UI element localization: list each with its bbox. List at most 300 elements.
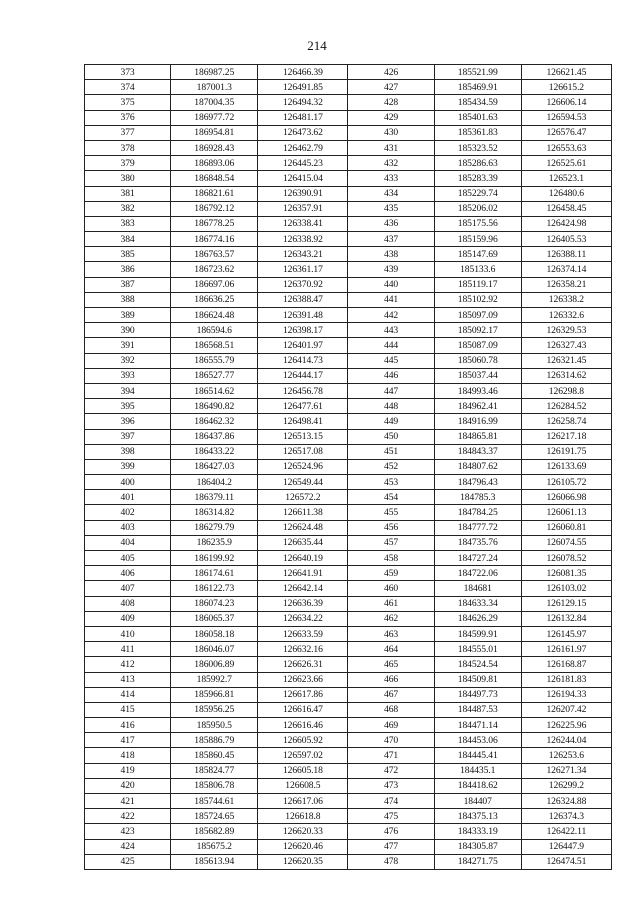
right-y-coordinate-cell: 126060.81 (521, 520, 611, 535)
right-y-coordinate-cell: 126284.52 (521, 399, 611, 414)
left-y-coordinate-cell: 126572.2 (258, 490, 348, 505)
left-y-coordinate-cell: 126466.39 (258, 65, 348, 80)
table-row (85, 854, 612, 869)
right-y-coordinate-cell: 126405.53 (521, 232, 611, 247)
left-point-number-cell: 400 (85, 475, 171, 490)
table-row (85, 642, 612, 657)
right-x-coordinate-cell: 185175.56 (434, 216, 521, 231)
right-point-number-cell: 475 (348, 809, 434, 824)
left-point-number-cell: 387 (85, 277, 171, 292)
left-point-number-cell: 413 (85, 672, 171, 687)
right-y-coordinate-cell: 126338.2 (521, 292, 611, 307)
right-y-coordinate-cell: 126388.11 (521, 247, 611, 262)
left-x-coordinate-cell: 186046.07 (171, 642, 258, 657)
table-row (85, 702, 612, 717)
table-row (85, 611, 612, 626)
left-x-coordinate-cell: 186636.25 (171, 292, 258, 307)
left-point-number-cell: 421 (85, 794, 171, 809)
right-point-number-cell: 474 (348, 794, 434, 809)
left-x-coordinate-cell: 185744.61 (171, 794, 258, 809)
right-y-coordinate-cell: 126191.75 (521, 444, 611, 459)
table-row (85, 596, 612, 611)
left-x-coordinate-cell: 186697.06 (171, 277, 258, 292)
left-y-coordinate-cell: 126605.92 (258, 733, 348, 748)
right-x-coordinate-cell: 184633.34 (434, 596, 521, 611)
right-x-coordinate-cell: 185087.09 (434, 338, 521, 353)
left-y-coordinate-cell: 126473.62 (258, 125, 348, 140)
table-row (85, 839, 612, 854)
table-row (85, 718, 612, 733)
left-y-coordinate-cell: 126343.21 (258, 247, 348, 262)
table-row (85, 748, 612, 763)
left-y-coordinate-cell: 126634.22 (258, 611, 348, 626)
table-row (85, 140, 612, 155)
left-x-coordinate-cell: 186928.43 (171, 140, 258, 155)
right-x-coordinate-cell: 184375.13 (434, 809, 521, 824)
right-y-coordinate-cell: 126225.96 (521, 718, 611, 733)
table-row (85, 475, 612, 490)
left-point-number-cell: 380 (85, 171, 171, 186)
right-x-coordinate-cell: 184524.54 (434, 657, 521, 672)
table-row (85, 262, 612, 277)
right-point-number-cell: 434 (348, 186, 434, 201)
right-y-coordinate-cell: 126523.1 (521, 171, 611, 186)
left-point-number-cell: 412 (85, 657, 171, 672)
right-x-coordinate-cell: 185092.17 (434, 323, 521, 338)
left-x-coordinate-cell: 186065.37 (171, 611, 258, 626)
right-y-coordinate-cell: 126458.45 (521, 201, 611, 216)
left-x-coordinate-cell: 186848.54 (171, 171, 258, 186)
left-y-coordinate-cell: 126618.8 (258, 809, 348, 824)
left-point-number-cell: 388 (85, 292, 171, 307)
table-row (85, 65, 612, 80)
right-y-coordinate-cell: 126258.74 (521, 414, 611, 429)
table-row (85, 308, 612, 323)
left-x-coordinate-cell: 185682.89 (171, 824, 258, 839)
right-x-coordinate-cell: 184333.19 (434, 824, 521, 839)
left-x-coordinate-cell: 185675.2 (171, 839, 258, 854)
table-row (85, 368, 612, 383)
right-y-coordinate-cell: 126447.9 (521, 839, 611, 854)
right-point-number-cell: 426 (348, 65, 434, 80)
right-point-number-cell: 448 (348, 399, 434, 414)
table-row (85, 232, 612, 247)
left-point-number-cell: 386 (85, 262, 171, 277)
left-point-number-cell: 382 (85, 201, 171, 216)
right-y-coordinate-cell: 126621.45 (521, 65, 611, 80)
right-x-coordinate-cell: 184807.62 (434, 459, 521, 474)
right-y-coordinate-cell: 126553.63 (521, 140, 611, 155)
right-y-coordinate-cell: 126298.8 (521, 383, 611, 398)
right-y-coordinate-cell: 126217.18 (521, 429, 611, 444)
table-row (85, 323, 612, 338)
left-x-coordinate-cell: 186977.72 (171, 110, 258, 125)
left-y-coordinate-cell: 126491.85 (258, 80, 348, 95)
left-y-coordinate-cell: 126361.17 (258, 262, 348, 277)
right-point-number-cell: 466 (348, 672, 434, 687)
left-point-number-cell: 409 (85, 611, 171, 626)
left-x-coordinate-cell: 186235.9 (171, 535, 258, 550)
left-point-number-cell: 381 (85, 186, 171, 201)
right-point-number-cell: 463 (348, 626, 434, 641)
table-row (85, 535, 612, 550)
right-y-coordinate-cell: 126271.34 (521, 763, 611, 778)
left-y-coordinate-cell: 126611.38 (258, 505, 348, 520)
right-y-coordinate-cell: 126474.51 (521, 854, 611, 869)
left-point-number-cell: 393 (85, 368, 171, 383)
left-y-coordinate-cell: 126608.5 (258, 778, 348, 793)
right-x-coordinate-cell: 184599.91 (434, 626, 521, 641)
right-point-number-cell: 476 (348, 824, 434, 839)
right-y-coordinate-cell: 126133.69 (521, 459, 611, 474)
left-x-coordinate-cell: 186624.48 (171, 308, 258, 323)
left-point-number-cell: 406 (85, 566, 171, 581)
left-point-number-cell: 423 (85, 824, 171, 839)
right-point-number-cell: 454 (348, 490, 434, 505)
left-point-number-cell: 419 (85, 763, 171, 778)
left-y-coordinate-cell: 126635.44 (258, 535, 348, 550)
left-point-number-cell: 392 (85, 353, 171, 368)
left-x-coordinate-cell: 186433.22 (171, 444, 258, 459)
left-y-coordinate-cell: 126524.96 (258, 459, 348, 474)
table-row (85, 687, 612, 702)
left-x-coordinate-cell: 186314.82 (171, 505, 258, 520)
left-y-coordinate-cell: 126620.46 (258, 839, 348, 854)
right-x-coordinate-cell: 184555.01 (434, 642, 521, 657)
right-y-coordinate-cell: 126081.35 (521, 566, 611, 581)
left-y-coordinate-cell: 126456.78 (258, 383, 348, 398)
right-y-coordinate-cell: 126194.33 (521, 687, 611, 702)
right-point-number-cell: 432 (348, 156, 434, 171)
right-point-number-cell: 437 (348, 232, 434, 247)
table-row (85, 292, 612, 307)
left-x-coordinate-cell: 187004.35 (171, 95, 258, 110)
right-x-coordinate-cell: 185119.17 (434, 277, 521, 292)
right-point-number-cell: 470 (348, 733, 434, 748)
table-row (85, 733, 612, 748)
right-x-coordinate-cell: 185361.83 (434, 125, 521, 140)
right-point-number-cell: 430 (348, 125, 434, 140)
left-y-coordinate-cell: 126549.44 (258, 475, 348, 490)
right-y-coordinate-cell: 126480.6 (521, 186, 611, 201)
right-point-number-cell: 442 (348, 308, 434, 323)
right-x-coordinate-cell: 185133.6 (434, 262, 521, 277)
right-x-coordinate-cell: 184445.41 (434, 748, 521, 763)
left-y-coordinate-cell: 126517.08 (258, 444, 348, 459)
left-y-coordinate-cell: 126597.02 (258, 748, 348, 763)
table-row (85, 414, 612, 429)
right-point-number-cell: 469 (348, 718, 434, 733)
left-y-coordinate-cell: 126398.17 (258, 323, 348, 338)
right-y-coordinate-cell: 126132.84 (521, 611, 611, 626)
left-point-number-cell: 401 (85, 490, 171, 505)
right-x-coordinate-cell: 184497.73 (434, 687, 521, 702)
right-y-coordinate-cell: 126181.83 (521, 672, 611, 687)
right-y-coordinate-cell: 126105.72 (521, 475, 611, 490)
table-row (85, 809, 612, 824)
table-row (85, 581, 612, 596)
left-point-number-cell: 377 (85, 125, 171, 140)
left-y-coordinate-cell: 126414.73 (258, 353, 348, 368)
left-x-coordinate-cell: 186594.6 (171, 323, 258, 338)
right-y-coordinate-cell: 126066.98 (521, 490, 611, 505)
left-y-coordinate-cell: 126626.31 (258, 657, 348, 672)
left-y-coordinate-cell: 126498.41 (258, 414, 348, 429)
table-row (85, 672, 612, 687)
left-point-number-cell: 415 (85, 702, 171, 717)
left-x-coordinate-cell: 186792.12 (171, 201, 258, 216)
left-point-number-cell: 396 (85, 414, 171, 429)
left-y-coordinate-cell: 126616.47 (258, 702, 348, 717)
right-x-coordinate-cell: 184453.06 (434, 733, 521, 748)
left-x-coordinate-cell: 186462.32 (171, 414, 258, 429)
right-x-coordinate-cell: 184962.41 (434, 399, 521, 414)
right-x-coordinate-cell: 184487.53 (434, 702, 521, 717)
left-y-coordinate-cell: 126444.17 (258, 368, 348, 383)
right-y-coordinate-cell: 126074.55 (521, 535, 611, 550)
left-point-number-cell: 384 (85, 232, 171, 247)
left-y-coordinate-cell: 126617.06 (258, 794, 348, 809)
left-x-coordinate-cell: 186568.51 (171, 338, 258, 353)
right-x-coordinate-cell: 184681 (434, 581, 521, 596)
left-point-number-cell: 418 (85, 748, 171, 763)
left-point-number-cell: 379 (85, 156, 171, 171)
left-y-coordinate-cell: 126620.35 (258, 854, 348, 869)
right-x-coordinate-cell: 185283.39 (434, 171, 521, 186)
right-y-coordinate-cell: 126324.88 (521, 794, 611, 809)
right-y-coordinate-cell: 126329.53 (521, 323, 611, 338)
table-row (85, 80, 612, 95)
right-point-number-cell: 462 (348, 611, 434, 626)
left-point-number-cell: 374 (85, 80, 171, 95)
right-x-coordinate-cell: 185434.59 (434, 95, 521, 110)
right-x-coordinate-cell: 184509.81 (434, 672, 521, 687)
right-point-number-cell: 453 (348, 475, 434, 490)
right-point-number-cell: 473 (348, 778, 434, 793)
right-point-number-cell: 458 (348, 551, 434, 566)
right-x-coordinate-cell: 184993.46 (434, 383, 521, 398)
left-point-number-cell: 373 (85, 65, 171, 80)
left-point-number-cell: 424 (85, 839, 171, 854)
left-x-coordinate-cell: 185956.25 (171, 702, 258, 717)
left-x-coordinate-cell: 186074.23 (171, 596, 258, 611)
table-row (85, 490, 612, 505)
left-y-coordinate-cell: 126391.48 (258, 308, 348, 323)
left-y-coordinate-cell: 126415.04 (258, 171, 348, 186)
left-x-coordinate-cell: 186723.62 (171, 262, 258, 277)
left-x-coordinate-cell: 186821.61 (171, 186, 258, 201)
left-point-number-cell: 383 (85, 216, 171, 231)
left-y-coordinate-cell: 126477.61 (258, 399, 348, 414)
left-x-coordinate-cell: 186174.61 (171, 566, 258, 581)
left-y-coordinate-cell: 126636.39 (258, 596, 348, 611)
left-x-coordinate-cell: 185824.77 (171, 763, 258, 778)
left-x-coordinate-cell: 186987.25 (171, 65, 258, 80)
left-y-coordinate-cell: 126617.86 (258, 687, 348, 702)
left-y-coordinate-cell: 126513.15 (258, 429, 348, 444)
table-row (85, 778, 612, 793)
left-x-coordinate-cell: 186954.81 (171, 125, 258, 140)
coordinates-table (84, 64, 612, 870)
left-point-number-cell: 398 (85, 444, 171, 459)
right-x-coordinate-cell: 185521.99 (434, 65, 521, 80)
right-y-coordinate-cell: 126358.21 (521, 277, 611, 292)
left-y-coordinate-cell: 126641.91 (258, 566, 348, 581)
left-x-coordinate-cell: 185966.81 (171, 687, 258, 702)
left-x-coordinate-cell: 185724.65 (171, 809, 258, 824)
table-row (85, 110, 612, 125)
table-row (85, 247, 612, 262)
left-y-coordinate-cell: 126620.33 (258, 824, 348, 839)
left-x-coordinate-cell: 185806.78 (171, 778, 258, 793)
right-x-coordinate-cell: 185037.44 (434, 368, 521, 383)
table-row (85, 459, 612, 474)
coordinates-table-body (85, 65, 612, 870)
table-row (85, 171, 612, 186)
right-x-coordinate-cell: 185159.96 (434, 232, 521, 247)
left-x-coordinate-cell: 186427.03 (171, 459, 258, 474)
left-y-coordinate-cell: 126401.97 (258, 338, 348, 353)
left-y-coordinate-cell: 126462.79 (258, 140, 348, 155)
right-point-number-cell: 438 (348, 247, 434, 262)
right-point-number-cell: 431 (348, 140, 434, 155)
table-row (85, 794, 612, 809)
left-point-number-cell: 411 (85, 642, 171, 657)
left-y-coordinate-cell: 126642.14 (258, 581, 348, 596)
right-point-number-cell: 451 (348, 444, 434, 459)
table-row (85, 505, 612, 520)
table-row (85, 277, 612, 292)
table-row (85, 444, 612, 459)
right-y-coordinate-cell: 126168.87 (521, 657, 611, 672)
left-y-coordinate-cell: 126445.23 (258, 156, 348, 171)
right-x-coordinate-cell: 184305.87 (434, 839, 521, 854)
left-y-coordinate-cell: 126640.19 (258, 551, 348, 566)
right-y-coordinate-cell: 126145.97 (521, 626, 611, 641)
left-y-coordinate-cell: 126481.17 (258, 110, 348, 125)
table-row (85, 566, 612, 581)
table-row (85, 156, 612, 171)
left-x-coordinate-cell: 186514.62 (171, 383, 258, 398)
right-point-number-cell: 465 (348, 657, 434, 672)
table-row (85, 201, 612, 216)
left-x-coordinate-cell: 185613.94 (171, 854, 258, 869)
table-row (85, 520, 612, 535)
right-point-number-cell: 467 (348, 687, 434, 702)
left-x-coordinate-cell: 186555.79 (171, 353, 258, 368)
right-y-coordinate-cell: 126525.61 (521, 156, 611, 171)
right-y-coordinate-cell: 126129.15 (521, 596, 611, 611)
right-point-number-cell: 449 (348, 414, 434, 429)
left-point-number-cell: 390 (85, 323, 171, 338)
right-point-number-cell: 433 (348, 171, 434, 186)
left-y-coordinate-cell: 126338.92 (258, 232, 348, 247)
right-x-coordinate-cell: 184435.1 (434, 763, 521, 778)
table-row (85, 338, 612, 353)
table-row (85, 626, 612, 641)
right-y-coordinate-cell: 126299.2 (521, 778, 611, 793)
page-number: 214 (307, 38, 327, 53)
left-x-coordinate-cell: 186199.92 (171, 551, 258, 566)
right-y-coordinate-cell: 126244.04 (521, 733, 611, 748)
left-point-number-cell: 385 (85, 247, 171, 262)
left-x-coordinate-cell: 186122.73 (171, 581, 258, 596)
left-y-coordinate-cell: 126390.91 (258, 186, 348, 201)
table-row (85, 216, 612, 231)
left-point-number-cell: 410 (85, 626, 171, 641)
right-point-number-cell: 450 (348, 429, 434, 444)
left-point-number-cell: 391 (85, 338, 171, 353)
right-point-number-cell: 452 (348, 459, 434, 474)
right-point-number-cell: 464 (348, 642, 434, 657)
table-row (85, 824, 612, 839)
left-x-coordinate-cell: 186379.11 (171, 490, 258, 505)
right-x-coordinate-cell: 185060.78 (434, 353, 521, 368)
left-point-number-cell: 395 (85, 399, 171, 414)
right-x-coordinate-cell: 184735.76 (434, 535, 521, 550)
right-x-coordinate-cell: 184777.72 (434, 520, 521, 535)
left-point-number-cell: 422 (85, 809, 171, 824)
left-point-number-cell: 376 (85, 110, 171, 125)
right-y-coordinate-cell: 126374.14 (521, 262, 611, 277)
left-point-number-cell: 408 (85, 596, 171, 611)
left-point-number-cell: 375 (85, 95, 171, 110)
right-point-number-cell: 471 (348, 748, 434, 763)
left-point-number-cell: 399 (85, 459, 171, 474)
left-x-coordinate-cell: 186527.77 (171, 368, 258, 383)
right-x-coordinate-cell: 184796.43 (434, 475, 521, 490)
table-row (85, 125, 612, 140)
left-point-number-cell: 414 (85, 687, 171, 702)
right-point-number-cell: 455 (348, 505, 434, 520)
right-point-number-cell: 468 (348, 702, 434, 717)
right-x-coordinate-cell: 185286.63 (434, 156, 521, 171)
right-point-number-cell: 478 (348, 854, 434, 869)
left-point-number-cell: 397 (85, 429, 171, 444)
right-y-coordinate-cell: 126615.2 (521, 80, 611, 95)
left-y-coordinate-cell: 126605.18 (258, 763, 348, 778)
left-x-coordinate-cell: 186893.06 (171, 156, 258, 171)
left-x-coordinate-cell: 186404.2 (171, 475, 258, 490)
left-point-number-cell: 420 (85, 778, 171, 793)
left-x-coordinate-cell: 186279.79 (171, 520, 258, 535)
right-point-number-cell: 428 (348, 95, 434, 110)
right-point-number-cell: 456 (348, 520, 434, 535)
left-y-coordinate-cell: 126624.48 (258, 520, 348, 535)
left-point-number-cell: 394 (85, 383, 171, 398)
right-y-coordinate-cell: 126327.43 (521, 338, 611, 353)
right-point-number-cell: 460 (348, 581, 434, 596)
right-point-number-cell: 447 (348, 383, 434, 398)
right-point-number-cell: 444 (348, 338, 434, 353)
left-x-coordinate-cell: 185860.45 (171, 748, 258, 763)
right-y-coordinate-cell: 126422.11 (521, 824, 611, 839)
left-x-coordinate-cell: 186006.89 (171, 657, 258, 672)
left-x-coordinate-cell: 186774.16 (171, 232, 258, 247)
right-point-number-cell: 439 (348, 262, 434, 277)
left-point-number-cell: 417 (85, 733, 171, 748)
right-x-coordinate-cell: 185323.52 (434, 140, 521, 155)
right-point-number-cell: 472 (348, 763, 434, 778)
left-x-coordinate-cell: 186763.57 (171, 247, 258, 262)
left-y-coordinate-cell: 126388.47 (258, 292, 348, 307)
table-row (85, 657, 612, 672)
right-x-coordinate-cell: 185097.09 (434, 308, 521, 323)
right-x-coordinate-cell: 184865.81 (434, 429, 521, 444)
right-y-coordinate-cell: 126321.45 (521, 353, 611, 368)
right-point-number-cell: 427 (348, 80, 434, 95)
right-y-coordinate-cell: 126207.42 (521, 702, 611, 717)
